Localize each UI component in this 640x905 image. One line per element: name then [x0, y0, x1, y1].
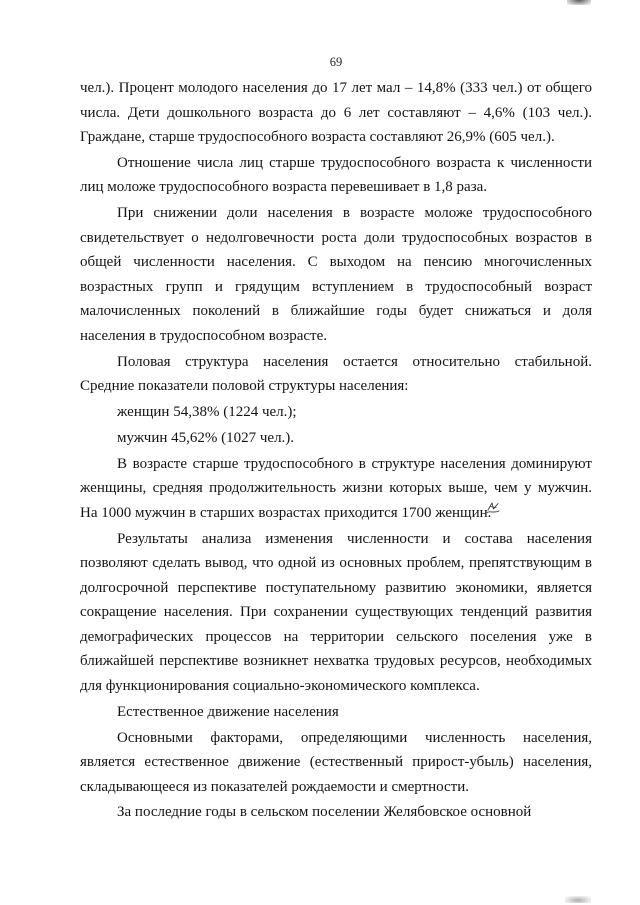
scan-smudge-bottom: [565, 896, 591, 903]
paragraph-age-structure: чел.). Процент молодого населения до 17 лет мал – 14,8% (333 чел.) от общего числа. Дети дошкольного возраста до 6 лет составляют – 4,6% (103 чел.). Граждане, старше трудоспособного возраста составляют 26,9% (605 чел.).: [80, 80, 592, 145]
paragraph-analysis-conclusion: Результаты анализа изменения численности и состава населения позволяют сделать вывод, что одной из основных проблем, препятствующим в долгосрочной перспективе поступательному развитию экономики, является сокращение населения. При сохранении существующих тенденций развития демографических процессов на территории сельского поселения уже в ближайшей перспективе возникнет нехватка трудовых ресурсов, необходимых для функционирования социально-экономического комплекса.: [80, 530, 592, 694]
handwritten-mark-stroke: [487, 511, 499, 513]
paragraph-women-majority: [80, 452, 592, 526]
handwritten-mark-stroke: [488, 503, 498, 510]
paragraph-working-age-decline: При снижении доли населения в возрасте моложе трудоспособного свидетельствует о недолговечности роста доли трудоспособных возрастов в общей численности населения. С выходом на пенсию многочисленных возрастных групп и грядущим вступлением в трудоспособный возраст малочисленных поколений в ближайшие годы будет снижаться и доля населения в трудоспособном возрасте.: [80, 205, 592, 344]
list-item-women: женщин 54,38% (1224 чел.);: [117, 404, 297, 421]
scan-smudge-top: [567, 0, 591, 5]
paragraph-recent-years: За последние годы в сельском поселении Желябовское основной: [117, 804, 532, 821]
paragraph-natural-movement-factors: Основными факторами, определяющими численность населения, является естественное движение (естественный прирост-убыль) населения, складывающееся из показателей рождаемости и смертности.: [80, 729, 592, 795]
handwritten-mark: [486, 501, 500, 514]
section-heading-natural-movement: Естественное движение населения: [117, 703, 339, 720]
body-text: [80, 76, 592, 826]
paragraph-women-majority-text: В возрасте старше трудоспособного в структуре населения доминируют женщины, средняя продолжительность жизни которых выше, чем у мужчин. На 1000 мужчин в старших возрастах приходится 1700 женщин.: [80, 455, 592, 521]
paragraph-older-to-younger-ratio: Отношение числа лиц старше трудоспособного возраста к численности лиц моложе трудоспособного возраста перевешивает в 1,8 раза.: [80, 154, 592, 196]
paragraph-sex-structure: Половая структура населения остается относительно стабильной. Средние показатели половой структуры населения:: [80, 353, 592, 395]
list-item-men: мужчин 45,62% (1027 чел.).: [117, 429, 295, 446]
page-number: 69: [329, 55, 343, 69]
